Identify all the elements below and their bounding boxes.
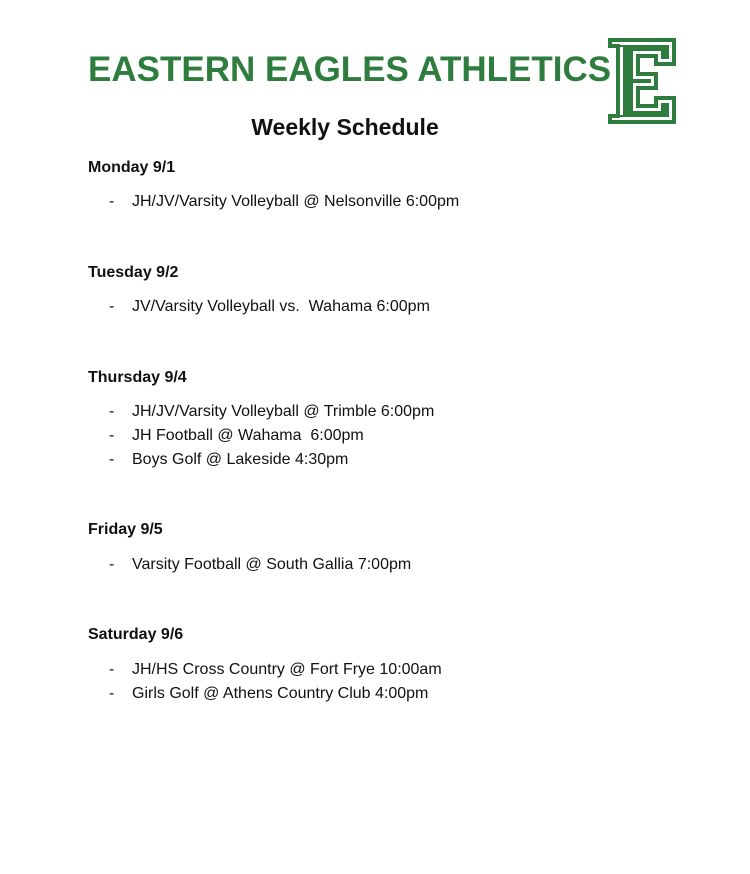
bullet-dash: - bbox=[109, 661, 115, 678]
bullet-dash: - bbox=[109, 427, 115, 444]
schedule-subtitle: Weekly Schedule bbox=[251, 114, 439, 140]
event-text: JH/JV/Varsity Volleyball @ Nelsonville 6:00pm bbox=[132, 193, 460, 210]
event-text: Boys Golf @ Lakeside 4:30pm bbox=[132, 451, 349, 468]
event-text: JH/JV/Varsity Volleyball @ Trimble 6:00pm bbox=[132, 403, 435, 420]
bullet-dash: - bbox=[109, 556, 115, 573]
event-text: Varsity Football @ South Gallia 7:00pm bbox=[132, 556, 412, 573]
bullet-dash: - bbox=[109, 298, 115, 315]
day-heading: Saturday 9/6 bbox=[88, 626, 184, 643]
bullet-dash: - bbox=[109, 451, 115, 468]
eagles-e-logo bbox=[606, 36, 678, 126]
bullet-dash: - bbox=[109, 403, 115, 420]
day-section-monday bbox=[88, 158, 460, 210]
day-heading: Monday 9/1 bbox=[88, 159, 176, 176]
page-title: EASTERN EAGLES ATHLETICS bbox=[88, 50, 612, 89]
event-text: JH/HS Cross Country @ Fort Frye 10:00am bbox=[132, 661, 442, 678]
day-section-friday bbox=[88, 520, 412, 573]
event-text: JH Football @ Wahama 6:00pm bbox=[132, 427, 364, 444]
bullet-dash: - bbox=[109, 193, 115, 210]
day-section-tuesday bbox=[88, 263, 430, 315]
event-text: JV/Varsity Volleyball vs. Wahama 6:00pm bbox=[132, 298, 430, 315]
day-heading: Thursday 9/4 bbox=[88, 369, 187, 386]
day-heading: Friday 9/5 bbox=[88, 521, 163, 538]
day-heading: Tuesday 9/2 bbox=[88, 264, 179, 281]
bullet-dash: - bbox=[109, 685, 115, 702]
day-section-saturday bbox=[88, 625, 442, 702]
event-text: Girls Golf @ Athens Country Club 4:00pm bbox=[132, 685, 429, 702]
day-section-thursday bbox=[88, 368, 435, 468]
